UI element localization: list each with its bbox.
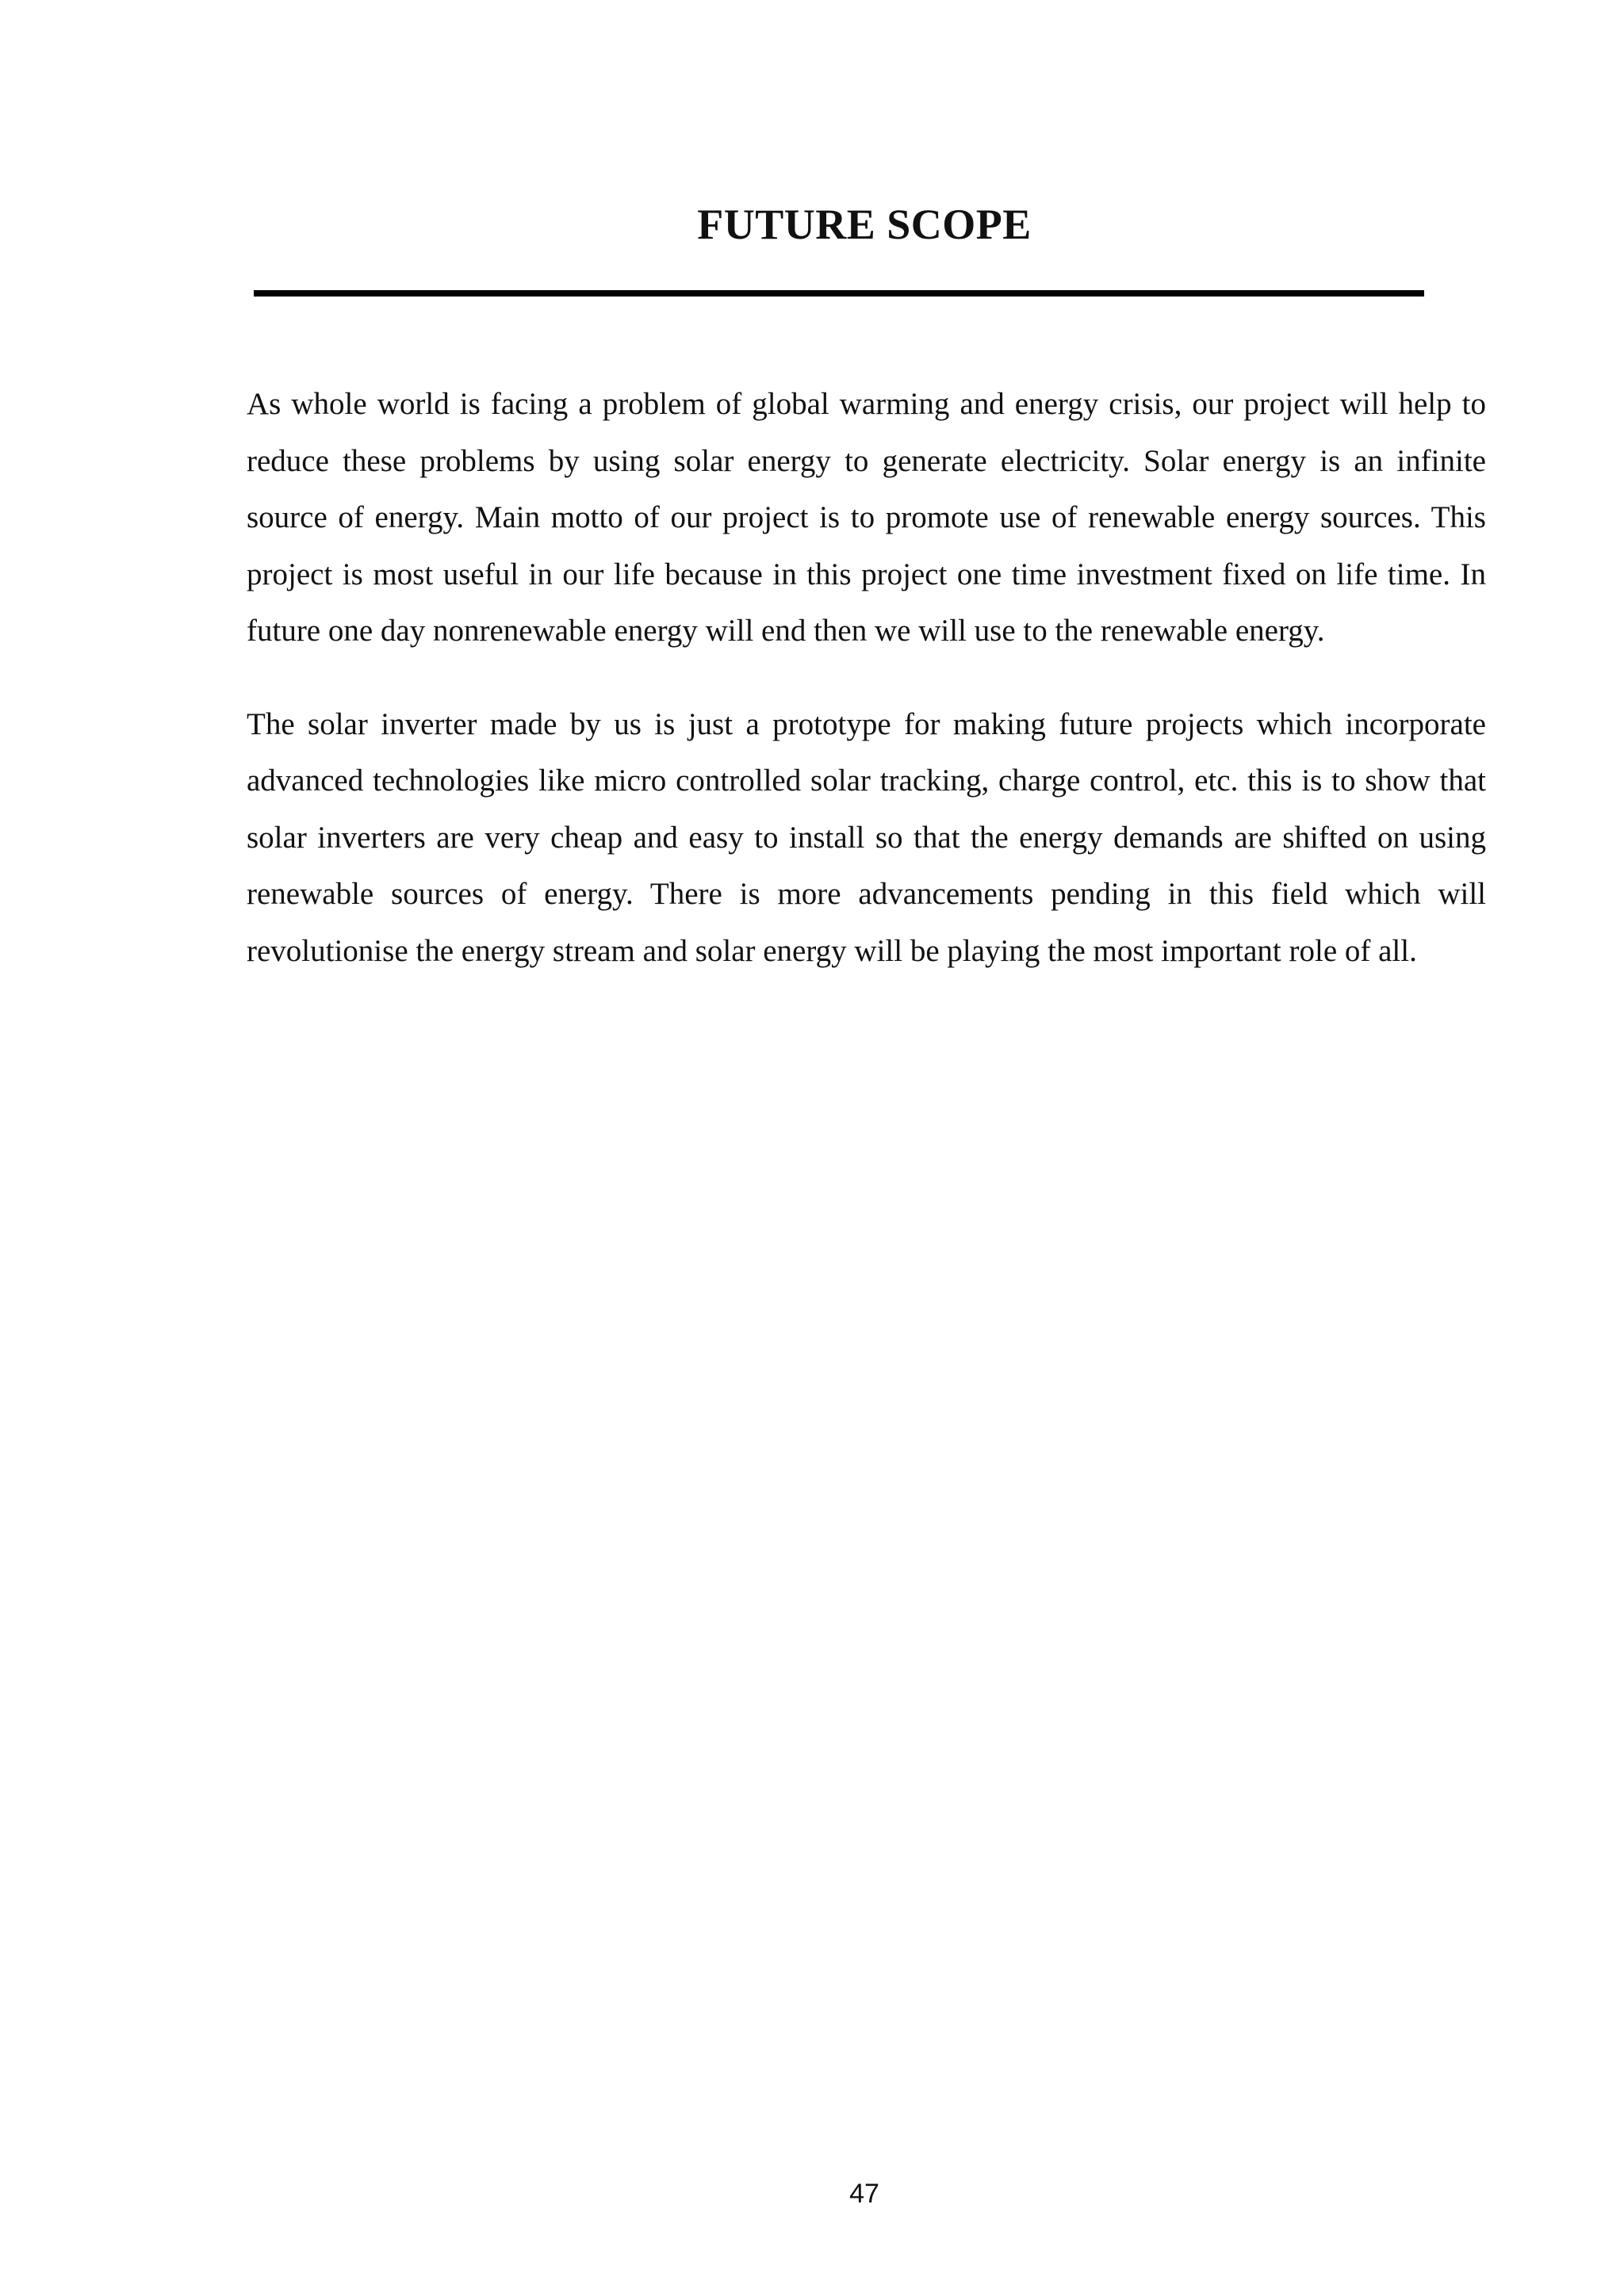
page-title: FUTURE SCOPE <box>697 201 1032 248</box>
body-text <box>247 376 1486 1016</box>
paragraph-2: The solar inverter made by us is just a prototype for making future projects which incorporate advanced technologies like micro controlled solar tracking, charge control, etc. this is to show that solar inverters are very cheap and easy to install so that the energy demands are shifted on using renewable sources of energy. There is more advancements pending in this field which will revolutionise the energy stream and solar energy will be playing the most important role of all. <box>247 706 1486 968</box>
title-underline <box>254 290 1424 297</box>
page-number: 47 <box>849 2179 879 2209</box>
paragraph-1: As whole world is facing a problem of global warming and energy crisis, our project will help to reduce these problems by using solar energy to generate electricity. Solar energy is an infinite source of energy. Main motto of our project is to promote use of renewable energy sources. This project is most useful in our life because in this project one time investment fixed on life time. In future one day nonrenewable energy will end then we will use to the renewable energy. <box>247 387 1486 648</box>
